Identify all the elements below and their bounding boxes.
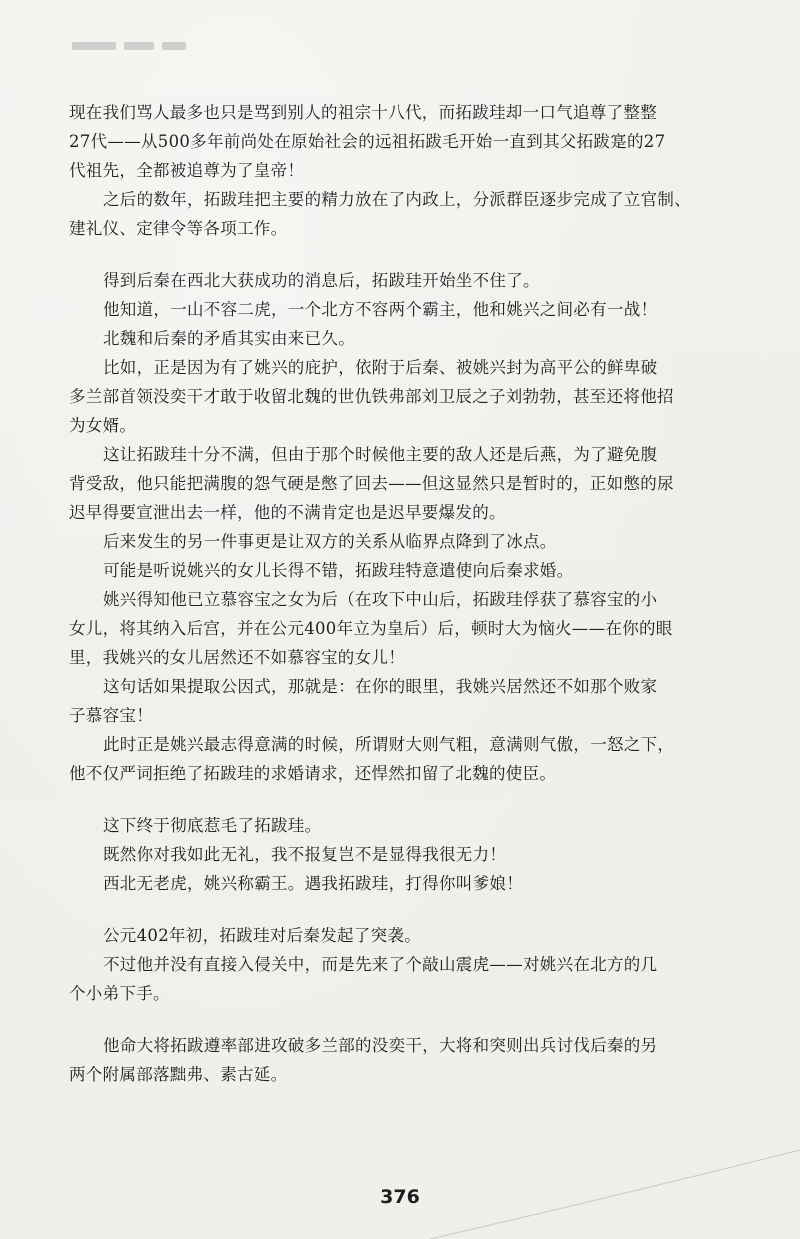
text-line: 他知道，一山不容二虎，一个北方不容两个霸主，他和姚兴之间必有一战！ [103, 300, 658, 319]
text-line: 两个附属部落黜弗、素古延。 [69, 1065, 288, 1084]
text-line: 为女婿。 [69, 416, 137, 435]
running-header-faint [72, 42, 186, 52]
text-line: 个小弟下手。 [69, 984, 170, 1003]
text-line: 迟早得要宣泄出去一样，他的不满肯定也是迟早要爆发的。 [69, 503, 506, 522]
text-line: 后来发生的另一件事更是让双方的关系从临界点降到了冰点。 [103, 532, 557, 551]
text-line: 这句话如果提取公因式，那就是：在你的眼里，我姚兴居然还不如那个败家 [103, 677, 658, 696]
text-line: 现在我们骂人最多也只是骂到别人的祖宗十八代，而拓跋珪却一口气追尊了整整 [69, 103, 657, 122]
body-text [69, 98, 755, 1089]
text-line: 他不仅严词拒绝了拓跋珪的求婚请求，还悍然扣留了北魏的使臣。 [69, 764, 557, 783]
text-line: 27代——从500多年前尚处在原始社会的远祖拓跋毛开始一直到其父拓跋寔的27 [69, 132, 666, 151]
text-line: 子慕容宝！ [69, 706, 153, 725]
text-line: 西北无老虎，姚兴称霸王。遇我拓跋珪，打得你叫爹娘！ [103, 874, 523, 893]
text-line: 既然你对我如此无礼，我不报复岂不是显得我很无力！ [103, 845, 507, 864]
text-line: 此时正是姚兴最志得意满的时候，所谓财大则气粗，意满则气傲，一怒之下， [103, 735, 675, 754]
text-line: 女儿，将其纳入后宫，并在公元400年立为皇后）后，顿时大为恼火——在你的眼 [69, 619, 673, 638]
text-line: 代祖先，全都被追尊为了皇帝！ [69, 161, 305, 180]
text-line: 建礼仪、定律令等各项工作。 [69, 219, 288, 238]
text-line: 他命大将拓跋遵率部进攻破多兰部的没奕干，大将和突则出兵讨伐后秦的另 [103, 1036, 658, 1055]
paragraph-gap [69, 243, 755, 266]
text-line: 比如，正是因为有了姚兴的庇护，依附于后秦、被姚兴封为高平公的鲜卑破 [103, 358, 658, 377]
page-number: 376 [380, 1186, 420, 1208]
text-line: 之后的数年，拓跋珪把主要的精力放在了内政上，分派群臣逐步完成了立官制、 [103, 190, 691, 209]
text-line: 北魏和后秦的矛盾其实由来已久。 [103, 329, 355, 348]
text-line: 里，我姚兴的女儿居然还不如慕容宝的女儿！ [69, 648, 405, 667]
paragraph-gap [69, 788, 755, 811]
text-line: 可能是听说姚兴的女儿长得不错，拓跋珪特意遣使向后秦求婚。 [103, 561, 574, 580]
text-line: 公元402年初，拓跋珪对后秦发起了突袭。 [103, 926, 421, 945]
text-line: 姚兴得知他已立慕容宝之女为后（在攻下中山后，拓跋珪俘获了慕容宝的小 [103, 590, 658, 609]
text-line: 多兰部首领没奕干才敢于收留北魏的世仇铁弗部刘卫辰之子刘勃勃，甚至还将他招 [69, 387, 674, 406]
text-line: 背受敌，他只能把满腹的怨气硬是憋了回去——但这显然只是暂时的，正如憋的尿 [69, 474, 674, 493]
text-line: 这下终于彻底惹毛了拓跋珪。 [103, 816, 322, 835]
text-line: 得到后秦在西北大获成功的消息后，拓跋珪开始坐不住了。 [103, 271, 540, 290]
paragraph-gap [69, 1008, 755, 1031]
paragraph-gap [69, 898, 755, 921]
text-line: 这让拓跋珪十分不满，但由于那个时候他主要的敌人还是后燕，为了避免腹 [103, 445, 658, 464]
text-line: 不过他并没有直接入侵关中，而是先来了个敲山震虎——对姚兴在北方的几 [103, 955, 658, 974]
